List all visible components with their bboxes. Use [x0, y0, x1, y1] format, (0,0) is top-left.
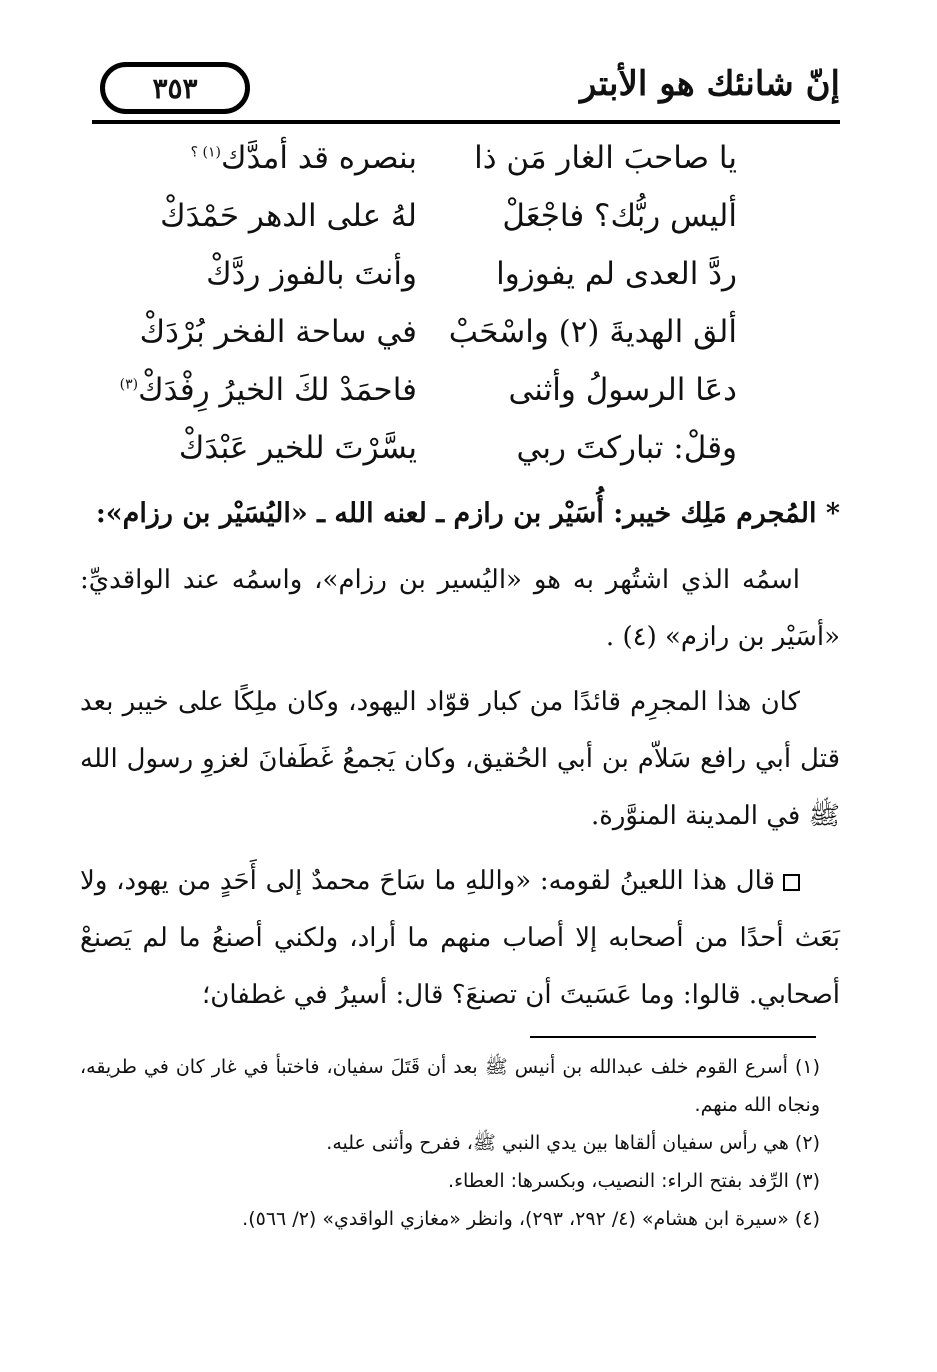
- verse: [0, 134, 937, 192]
- footnote-marker: (١) ؟: [190, 144, 221, 161]
- page-number: ٣٥٣: [100, 62, 250, 114]
- verse-second-hemistich: لهُ على الدهر حَمْدَكْ: [160, 198, 417, 234]
- verse-second-hemistich: وأنتَ بالفوز ردَّكْ: [206, 256, 417, 292]
- footnote: (٢) هي رأس سفيان ألقاها بين يدي النبي ﷺ، ففرح وأثنى عليه.: [326, 1132, 820, 1154]
- verse-second-hemistich: بنصره قد أمدَّك$^{(١) ؟}$: [190, 140, 417, 176]
- verse-first-hemistich: يا صاحبَ الغار مَن ذا: [474, 140, 737, 176]
- paragraph: كان هذا المجرِم قائدًا من كبار قوّاد اليهود، وكان ملِكًا على خيبر بعد قتل أبي رافع سَلاّم بن أبي الحُقيق، وكان يَجمعُ غَطَفانَ لغزوِ رسول الله ﷺ في المدينة المنوَّرة.: [80, 687, 840, 831]
- header-rule: [92, 120, 840, 124]
- verse-first-hemistich: وقلْ: تباركتَ ربي: [516, 430, 737, 466]
- verse-second-hemistich: يسَّرْتَ للخير عَبْدَكْ: [178, 430, 417, 466]
- verse-second-hemistich: فاحمَدْ لكَ الخيرُ رِفْدَكْ$^{(٣)}$: [119, 372, 417, 408]
- footnotes: [80, 1048, 820, 1238]
- paragraph: قال هذا اللعينُ لقومه: «واللهِ ما سَاحَ محمدٌ إلى أَحَدٍ من يهود، ولا بَعَث أحدًا من أصحابه إلا أصاب منهم ما أراد، ولكني أصنعُ ما لم يَصنعْ أصحابي. قالوا: وما عَسَيتَ أن تصنعَ؟ قال: أسيرُ في غطفان؛: [80, 866, 841, 1010]
- running-title: إنّ شانئك هو الأبتر: [580, 64, 840, 104]
- verse-first-hemistich: ردَّ العدى لم يفوزوا: [496, 256, 737, 292]
- verse: [0, 366, 937, 424]
- paragraph: اسمُه الذي اشتُهر به هو «اليُسير بن رزام»، واسمُه عند الواقديِّ: «أسَيْر بن رازم» (٤) .: [80, 565, 840, 652]
- square-bullet-icon: [783, 874, 800, 891]
- section-heading: * المُجرم مَلِك خيبر: أُسَيْر بن رازم ـ لعنه الله ـ «اليُسَيْر بن رزام»:: [95, 498, 840, 529]
- verse: [0, 250, 937, 308]
- verse: [0, 192, 937, 250]
- footnote: (٣) الرِّفد بفتح الراء: النصيب، وبكسرها: العطاء.: [448, 1170, 820, 1192]
- verse-first-hemistich: أليس ربُّك؟ فاجْعَلْ: [502, 198, 737, 234]
- verse-first-hemistich: دعَا الرسولُ وأثنى: [508, 372, 737, 408]
- footnote: (١) أسرع القوم خلف عبدالله بن أنيس ﷺ بعد أن قَتَلَ سفيان، فاختبأ في غار كان في طريقه، ونجاه الله منهم.: [80, 1056, 820, 1116]
- verse-first-hemistich: ألق الهديةَ (٢) واسْحَبْ: [448, 314, 737, 350]
- verse: [0, 424, 937, 482]
- footnote: (٤) «سيرة ابن هشام» (٤/ ٢٩٢، ٢٩٣)، وانظر «مغازي الواقدي» (٢/ ٥٦٦).: [242, 1208, 820, 1230]
- verse-second-hemistich: في ساحة الفخر بُرْدَكْ: [139, 314, 417, 350]
- page-header: [80, 56, 840, 122]
- verse: [0, 308, 937, 366]
- poem: [0, 134, 937, 482]
- body-text: [80, 494, 840, 1032]
- footnote-marker: (٣): [119, 376, 139, 393]
- footnote-rule: [530, 1036, 816, 1038]
